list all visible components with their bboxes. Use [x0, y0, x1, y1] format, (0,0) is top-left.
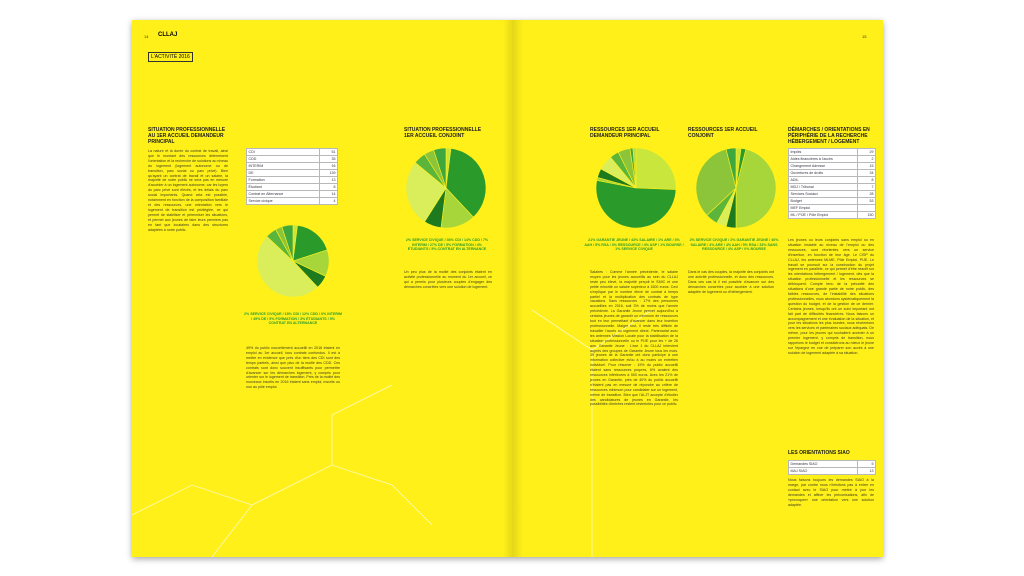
table-cell-label: INTERIM — [247, 163, 320, 170]
table-cell-label: Budget — [789, 198, 858, 205]
res-conjoint-heading: RESSOURCES 1ER ACCUEIL CONJOINT — [688, 127, 758, 139]
table-cell-value: 8 — [858, 177, 876, 184]
left-page-number: 14 — [144, 34, 149, 39]
table-cell-label: CDI — [247, 149, 320, 156]
table-row — [789, 212, 876, 219]
table-row — [247, 198, 338, 205]
sit-conjoint-body: Un peu plus de la moitié des conjoints étaient en activité professionnelle au moment du 1er accueil, ce qui a permis pour plusieurs couples d'engager des démarches concrètes vers une solution de logement. — [404, 270, 492, 289]
table-cell-value: 35 — [320, 156, 338, 163]
sit-principal-body2: 49% du public nouvellement accueilli en 2016 étaient en emploi au 1er accueil, tous contrats confondus. Il est à mettre en évidence que près d'un tiers des CDI sont des temps partiels, ainsi que plus de la moitié des CDD. Ces contrats sont donc souvent insuffisants pour permettre d'avancer sur les démarches logement, y compris pour orienter sur le logement de transition. Près de la moitié des nouveaux inscrits en 2016 étaient sans emploi, inscrits ou non au pôle emploi. — [246, 346, 340, 390]
table-cell-value — [858, 205, 876, 212]
table-cell-label: Contrat en Alternance — [247, 191, 320, 198]
demarches-body: Les jeunes ou leurs conjoints sans emploi ou en situation instable au niveau de l'emploi ou des ressources, sont réorientés vers un service d'insertion, en fonction de leur âge. Le CISP du CLLAJ, les antennes MLME, Pôle Emploi, PIJE. Le travail se poursuit sur la construction du projet logement en parallèle, ce qui permet d'être réactif sur les orientations hébergement / logement, dès que la situation professionnelle et les ressources se débloquent. Compte tenu de la précarité des situations d'une grande partie de notre public, des faibles ressources, de l'instabilité des situations professionnelles, nous abordons systématiquement la question du budget, et de la gestion de ce dernier. Certains jeunes, lorsqu'ils ont un suivi important ont fait part de difficultés financières. Nous faisons un accompagnement et une évaluation de la situation, et pour les situations les plus lourdes, nous réorientons vers les services et partenaires sociaux adéquats. De même, pour les jeunes qui souhaitent accéder à un premier logement, y compris de transition, nous rappelons le budget et considérons au mieux le jeune sur l'épargne en vue de préparer son accès à une solution de logement adaptée à sa situation. — [788, 238, 874, 355]
sit-principal-caption: 2% SERVICE CIVIQUE / 18% CDI / 12% CDD / 6% INTERIM / 49% DE / 5% FORMATION / 3% ÉTUDIANTS / 5% CONTRAT EN ALTERNANCE — [244, 312, 342, 326]
table-cell-value: 139 — [320, 170, 338, 177]
table-cell-label: Étudiant — [247, 184, 320, 191]
table-cell-label: Services Sociaux — [789, 191, 858, 198]
table-cell-value: 16 — [320, 163, 338, 170]
right-page-number: 15 — [862, 34, 867, 39]
table-cell-value: 4 — [320, 198, 338, 205]
brochure-spread — [132, 20, 883, 557]
table-cell-label: Impôts — [789, 149, 858, 156]
table-cell-label: ADIL — [789, 177, 858, 184]
table-row — [789, 156, 876, 163]
demarches-table — [788, 148, 876, 219]
res-principal-body: Salaires : Comme l'année précédente, le salaire moyen pour les jeunes accueillis au sein du CLLAJ reste peu élevé, la majorité perçoit le SMIC et une petite minorité un salaire supérieur à 1500 euros. Ceci s'explique par le nombre élevé de contrat à temps partiel et la multiplication des contrats de type vacations. Sans ressources : 17% des personnes accueillies en 2016, soit 3% de moins que l'année précédente. La Garantie Jeune permet aujourd'hui à certains jeunes de garantir un minimum de ressources tout en leur permettant d'avancer dans leur insertion professionnelle. Malgré tout, il reste très difficile de travailler l'accès au logement direct. Partenariat avec les antennes Mission Locale pour la stabilisation de la situation professionnelle ou le PIJE pour les + de 26 ans. Garantie Jeune : L'axe 1 du CLLAJ intervient auprès des groupes de Garantie Jeune tous les mois. 39 jeunes de la Garantie ont donc participé à une information collective et/ou à au moins un entretien individuel. Pour résumer : 19% du public accueilli étaient sans ressources propres, 6% avaient des ressources inférieures à 500 euros. Avec les 21% de jeunes en Garantie, près de 40% du public accueilli n'étaient pas en mesure de répondre au critère de ressources minimum pour candidater sur un logement, même de transition. Bien que l'ALJT accepte d'étudier des candidatures de jeunes en Garantie, les possibilités d'entrées restent restreintes pour ce public. — [590, 270, 678, 407]
sit-principal-table — [246, 148, 338, 205]
table-cell-value: 15 — [858, 163, 876, 170]
table-cell-label: CDD — [247, 156, 320, 163]
section-title: L'ACTIVITÉ 2016 — [148, 52, 193, 62]
running-head: CLLAJ — [158, 32, 178, 38]
table-row — [247, 170, 338, 177]
sit-conjoint-caption: 2% SERVICE CIVIQUE / 36% CDI / 14% CDD / 7% INTERIM / 27% DE / 5% FORMATION / 4% ÉTUDIANTS / 5% CONTRAT EN ALTERNANCE — [405, 238, 489, 252]
table-row — [247, 177, 338, 184]
table-cell-value: 150 — [858, 212, 876, 219]
siao-body: Nous faisons toujours les demandes SIAO à la marge, par contre nous n'hésitons pas à entrer en contact avec le SIAO pour mettre à jour les demandes et affiner les préconisations, afin de «provoquer» une orientation vers une solution adaptée. — [788, 478, 874, 507]
table-cell-label: Changement Adresse — [789, 163, 858, 170]
sit-conjoint-pie-chart — [398, 140, 494, 236]
table-row — [789, 170, 876, 177]
res-conjoint-caption: 2% SERVICE CIVIQUE / 2% GARANTIE JEUNE / 46% SALAIRE / 4% ARE / 4% AAH / 5% RSA / 33% SANS RESSOURCE / 4% ASP / 0% BOURSE — [689, 238, 779, 252]
res-principal-caption: 21% GARANTIE JEUNE / 43% SALAIRE / 1% ARE / 3% AAH / 5% RSA / 3% RESSOURCE / 4% ASP / 1% BOURSE / 1% SERVICE CIVIQUE — [584, 238, 684, 252]
table-row — [789, 198, 876, 205]
table-cell-label: MDJ / Tribunal — [789, 184, 858, 191]
table-cell-value: 13 — [858, 468, 876, 475]
table-cell-value: 34 — [858, 170, 876, 177]
pie-slice — [636, 148, 676, 190]
res-principal-pie-chart — [588, 140, 684, 236]
res-principal-heading: RESSOURCES 1ER ACCUEIL DEMANDEUR PRINCIPAL — [590, 127, 660, 139]
table-cell-value: 28 — [858, 191, 876, 198]
table-cell-label: MEF Emploi — [789, 205, 858, 212]
table-cell-value: 53 — [858, 198, 876, 205]
table-cell-label: Service civique — [247, 198, 320, 205]
table-cell-value: 29 — [858, 149, 876, 156]
table-row — [789, 461, 876, 468]
table-cell-label: Formation — [247, 177, 320, 184]
table-row — [789, 191, 876, 198]
page-gutter — [503, 20, 523, 557]
hexagon-line-decoration — [132, 385, 432, 557]
table-cell-value: 8 — [320, 184, 338, 191]
table-row — [247, 191, 338, 198]
table-row — [789, 149, 876, 156]
table-row — [247, 163, 338, 170]
res-conjoint-pie-chart — [688, 140, 784, 236]
table-cell-label: Ouvertures de droits — [789, 170, 858, 177]
table-row — [789, 205, 876, 212]
table-cell-value: 14 — [320, 191, 338, 198]
table-cell-label: Demandes SIAO — [789, 461, 858, 468]
table-cell-label: DE — [247, 170, 320, 177]
table-row — [789, 163, 876, 170]
table-row — [789, 184, 876, 191]
table-row — [247, 156, 338, 163]
table-cell-value: 7 — [858, 184, 876, 191]
siao-table — [788, 460, 876, 475]
table-row — [247, 149, 338, 156]
res-conjoint-body: Dans le cas des couples, la majorité des conjoints ont une activité professionnelle, et donc des ressources. Dans ces cas là il est possible d'avancer sur des démarches concrètes pour accéder à une solution adaptée de logement ou d'hébergement. — [688, 270, 774, 294]
table-cell-value: 5 — [858, 461, 876, 468]
sit-principal-pie-chart — [252, 220, 334, 302]
siao-heading: LES ORIENTATIONS SIAO — [788, 450, 850, 456]
demarches-heading: DÉMARCHES / ORIENTATIONS EN PÉRIPHÉRIE DE LA RECHERCHE HÉBERGEMENT / LOGEMENT — [788, 127, 870, 145]
table-cell-label: ML / PIJE / Pôle Emploi — [789, 212, 858, 219]
table-row — [247, 184, 338, 191]
table-cell-label: Aides financières à l'accès — [789, 156, 858, 163]
sit-conjoint-heading: SITUATION PROFESSIONNELLE 1ER ACCUEIL CONJOINT — [404, 127, 482, 139]
table-cell-value: 2 — [858, 156, 876, 163]
table-row — [789, 468, 876, 475]
sit-principal-body: La nature et la durée du contrat de travail, ainsi que le montant des ressources déterminent l'orientation et la recherche de solutions au niveau du logement (logement autonome ou de transition, parc social ou parc privé). Bien qu'ayant un contrat de travail et un salaire, la majorité de notre public ne sera pas en mesure d'accéder à un logement autonome, car les loyers du parc privé sont élevés, et les délais du parc social importants. Quand cela est possible, notamment en fonction de la composition familiale et des ressources, une orientation vers le logement de transition est privilégiée, ce qui permet de stabiliser et pérenniser les situations, et permet aux jeunes de faire leurs premiers pas en tant que locataires dans des structures adaptées à notre public. — [148, 149, 228, 232]
table-cell-value: 51 — [320, 149, 338, 156]
table-row — [789, 177, 876, 184]
table-cell-label: MAJ SIAO — [789, 468, 858, 475]
sit-principal-heading: SITUATION PROFESSIONNELLE AU 1ER ACCUEIL DEMANDEUR PRINCIPAL — [148, 127, 226, 145]
table-cell-value: 13 — [320, 177, 338, 184]
